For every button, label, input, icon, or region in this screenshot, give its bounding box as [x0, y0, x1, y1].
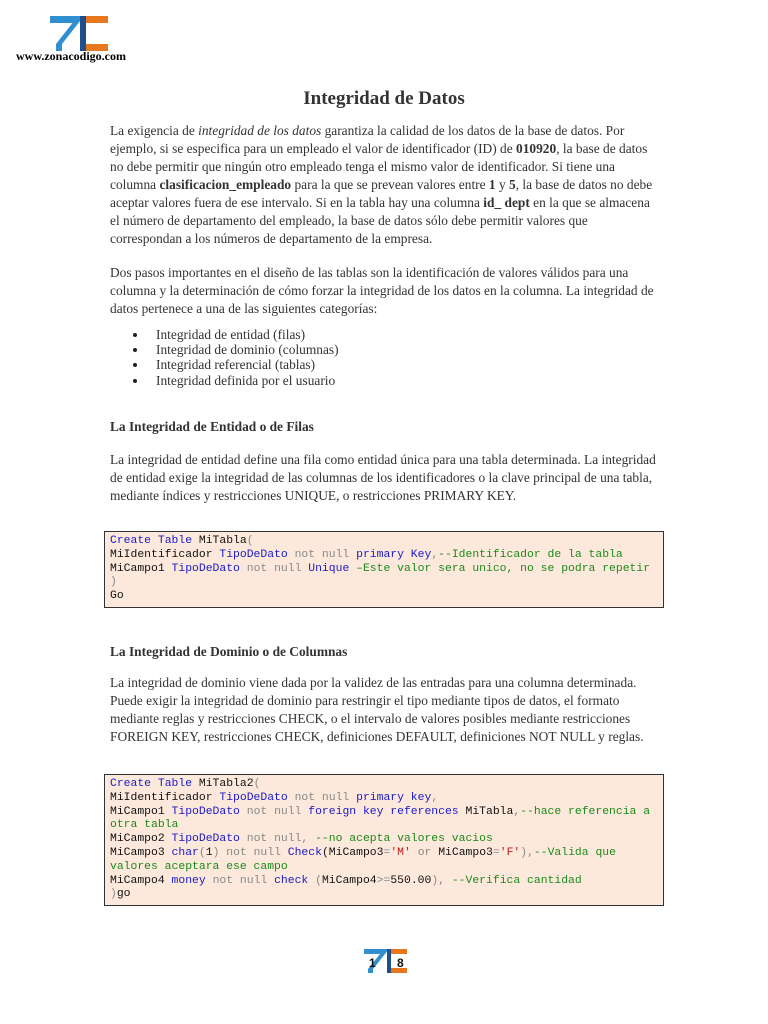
category-list — [110, 327, 339, 388]
code-block-domain: Create Table MiTabla2( MiIdentificador TipoDeDato not null primary key, MiCampo1 TipoDeDato not null foreign key references MiTabla,--hace referencia a otra tabla MiCampo2 TipoDeDato not null, --no acepta valores vacios MiCampo3 char(1) not null Check(MiCampo3='M' or MiCampo3='F'),--Valida que valores aceptara ese campo MiCampo4 money not null check (MiCampo4>=550.00), --Verifica cantidad )go — [104, 774, 664, 906]
zonacodigo-logo — [46, 14, 110, 52]
list-item: Integridad de dominio (columnas) — [156, 342, 339, 358]
section-heading-entity: La Integridad de Entidad o de Filas — [110, 419, 314, 434]
entity-paragraph: La integridad de entidad define una fila como entidad única para una tabla determinada. La integridad de entidad exige la integridad de las columnas de los identificadores o la clave principal de una tabla, mediante índices y restricciones UNIQUE, o restricciones PRIMARY KEY. — [110, 452, 656, 503]
list-item: Integridad referencial (tablas) — [156, 357, 339, 372]
section-heading-domain: La Integridad de Dominio o de Columnas — [110, 644, 348, 659]
page-title: Integridad de Datos — [303, 88, 465, 109]
list-item: Integridad definida por el usuario — [156, 373, 339, 388]
page-number-right: 8 — [397, 956, 404, 970]
design-paragraph: Dos pasos importantes en el diseño de las tablas son la identificación de valores válidos para una columna y la determinación de cómo forzar la integridad de los datos en la columna. La integridad de datos pertenece a una de las siguientes categorías: — [110, 265, 654, 316]
code-block-entity: Create Table MiTabla( MiIdentificador TipoDeDato not null primary Key,--Identificador de la tabla MiCampo1 TipoDeDato not null Unique –Este valor sera unico, no se podra repetir ) Go — [104, 531, 664, 608]
list-item: Integridad de entidad (filas) — [156, 327, 339, 342]
domain-paragraph: La integridad de dominio viene dada por la validez de las entradas para una columna determinada. Puede exigir la integridad de dominio para restringir el tipo mediante tipos de datos, el formato mediante reglas y restricciones CHECK, o el intervalo de valores posibles mediante restricciones FOREIGN KEY, restricciones CHECK, definiciones DEFAULT, definiciones NOT NULL y reglas. — [110, 675, 644, 744]
page-number-left: 1 — [369, 956, 376, 970]
site-url[interactable]: www.zonacodigo.com — [16, 49, 126, 63]
intro-paragraph: La exigencia de integridad de los datos garantiza la calidad de los datos de la base de datos. Por ejemplo, si se especifica para un empleado el valor de identificador (ID) de 010920, la base de datos no debe permitir que ningún otro empleado tenga el mismo valor de identificador. Si tiene una columna clasificacion_empleado para la que se prevean valores entre 1 y 5, la base de datos no debe aceptar valores fuera de ese intervalo. Si en la tabla hay una columna id_ dept en la que se almacena el número de departamento del empleado, la base de datos sólo debe permitir valores que correspondan a los números de departamento de la empresa. — [110, 123, 653, 246]
